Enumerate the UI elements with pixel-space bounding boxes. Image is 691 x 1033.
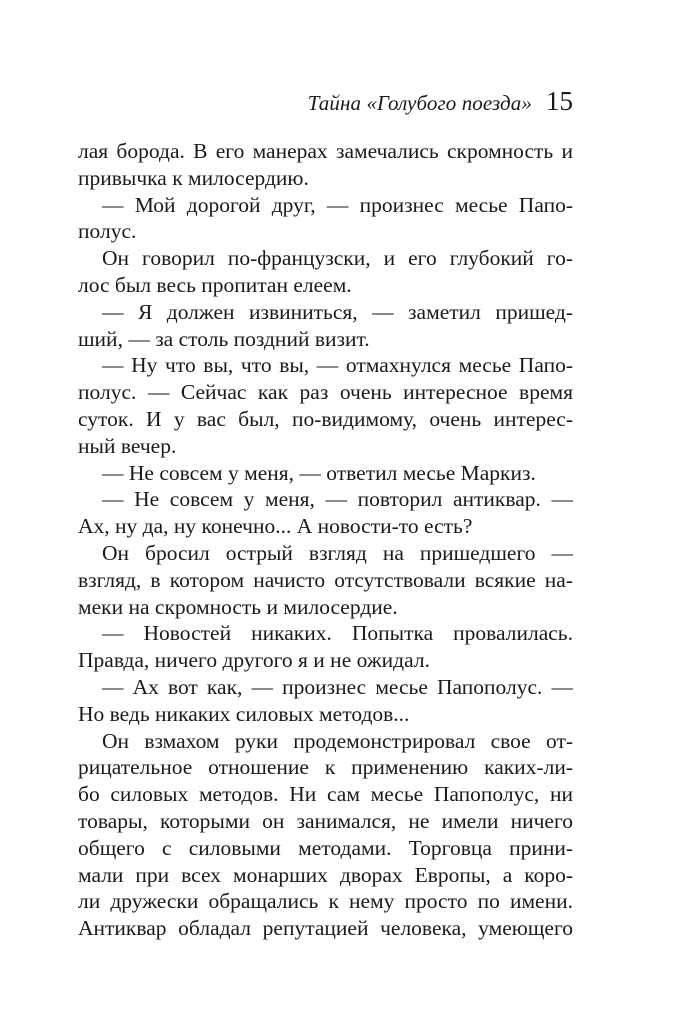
text-line: взгляд, в котором начисто отсутствовали всякие на- (78, 567, 573, 592)
text-line: — Новостей никаких. Попытка провалилась. (102, 621, 573, 646)
text-line: Он бросил острый взгляд на пришедшего — (102, 540, 573, 565)
text-line: лая борода. В его манерах замечались скромность и (78, 139, 573, 163)
running-head-title: Тайна «Голубого поезда» (307, 91, 532, 115)
text-line: Он говорил по-французски, и его глубокий го- (102, 246, 573, 271)
text-line: Антиквар обладал репутацией человека, умеющего (78, 916, 573, 941)
text-line: лос был весь пропитан елеем. (78, 272, 352, 297)
text-line: полус. (78, 219, 137, 244)
text-line: ный вечер. (78, 433, 177, 458)
text-line: — Не совсем у меня, — ответил месье Маркиз. (102, 460, 536, 485)
text-line: суток. И у вас был, по-видимому, очень интерес- (78, 406, 573, 431)
text-line: Ах, ну да, ну конечно... А новости-то есть? (78, 514, 473, 539)
text-line: бо силовых методов. Ни сам месье Папополус, ни (78, 782, 573, 807)
page-number: 15 (546, 86, 573, 116)
text-line: — Ах вот как, — произнес месье Папополус. — (102, 674, 573, 699)
text-line: — Ну что вы, что вы, — отмахнулся месье Папо- (102, 353, 573, 378)
text-line: — Не совсем у меня, — повторил антиквар. — (102, 487, 573, 512)
running-head (78, 86, 573, 126)
body-text (78, 138, 573, 942)
text-line: мали при всех монарших дворах Европы, а коро- (78, 862, 573, 887)
text-line: ший, — за столь поздний визит. (78, 326, 370, 351)
text-line: полус. — Сейчас как раз очень интересное время (78, 380, 573, 405)
text-line: Он взмахом руки продемонстрировал свое от- (102, 728, 573, 753)
text-line: Правда, ничего другого я и не ожидал. (78, 648, 430, 673)
text-line: рицательное отношение к применению каких-ли- (78, 755, 573, 780)
text-line: меки на скромность и милосердие. (78, 594, 398, 619)
text-line: привычка к милосердию. (78, 165, 309, 190)
text-line: Но ведь никаких силовых методов... (78, 701, 410, 726)
text-line: товары, которыми он занимался, не имели ничего (78, 808, 573, 833)
text-line: — Я должен извиниться, — заметил пришед- (102, 299, 573, 324)
text-line: — Мой дорогой друг, — произнес месье Папо- (102, 192, 573, 217)
text-line: общего с силовыми методами. Торговца прини- (78, 835, 573, 860)
text-line: ли дружески обращались к нему просто по имени. (78, 889, 573, 914)
